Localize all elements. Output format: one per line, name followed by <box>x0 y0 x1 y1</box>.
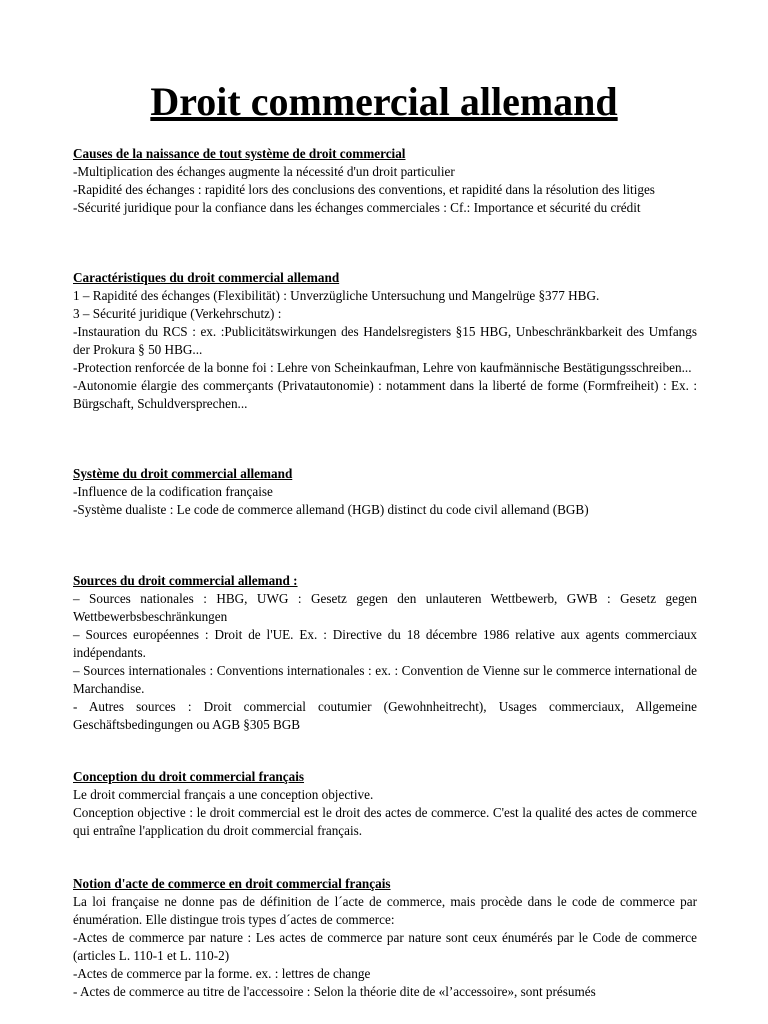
paragraph: -Système dualiste : Le code de commerce allemand (HGB) distinct du code civil allemand (BGB) <box>73 502 589 517</box>
section-heading: Système du droit commercial allemand <box>73 466 293 481</box>
paragraph: -Protection renforcée de la bonne foi : Lehre von Scheinkaufman, Lehre von kaufmännische Bestätigungsschreiben... <box>73 360 692 375</box>
section-notion-acte <box>73 875 697 1001</box>
paragraph: – Sources européennes : Droit de l'UE. Ex. : Directive du 18 décembre 1986 relative aux agents commerciaux indépendants. <box>73 627 697 660</box>
section-conception <box>73 768 697 840</box>
paragraph: -Multiplication des échanges augmente la nécessité d'un droit particulier <box>73 164 455 179</box>
paragraph: - Autres sources : Droit commercial coutumier (Gewohnheitrecht), Usages commerciaux, Allgemeine Geschäftsbedingungen ou AGB §305 BGB <box>73 699 697 732</box>
section-heading: Conception du droit commercial français <box>73 769 305 784</box>
paragraph: La loi française ne donne pas de définition de l´acte de commerce, mais procède dans le code de commerce par énumération. Elle distingue trois types d´actes de commerce: <box>73 894 697 927</box>
page-title: Droit commercial allemand <box>150 79 618 124</box>
paragraph: -Actes de commerce par la forme. ex. : lettres de change <box>73 966 371 981</box>
paragraph: -Influence de la codification française <box>73 484 273 499</box>
paragraph: - Actes de commerce au titre de l'accessoire : Selon la théorie dite de «l’accessoire», sont présumés <box>73 984 596 999</box>
section-causes <box>73 145 697 217</box>
paragraph: – Sources nationales : HBG, UWG : Gesetz gegen den unlauteren Wettbewerb, GWB : Gesetz gegen Wettbewerbsbeschränkungen <box>73 591 697 624</box>
section-heading: Causes de la naissance de tout système de droit commercial <box>73 146 406 161</box>
section-caracteristiques <box>73 269 697 413</box>
section-heading: Notion d'acte de commerce en droit commercial français <box>73 876 391 891</box>
paragraph: – Sources internationales : Conventions internationales : ex. : Convention de Vienne sur le commerce international de Marchandise. <box>73 663 697 696</box>
section-heading: Sources du droit commercial allemand : <box>73 573 298 588</box>
paragraph: -Autonomie élargie des commerçants (Privatautonomie) : notamment dans la liberté de forme (Formfreiheit) : Ex. : Bürgschaft, Schuldversprechen... <box>73 378 697 411</box>
paragraph: Le droit commercial français a une conception objective. <box>73 787 374 802</box>
paragraph: -Instauration du RCS : ex. :Publicitätswirkungen des Handelsregisters §15 HBG, Unbeschränkbarkeit des Umfangs der Prokura § 50 HBG... <box>73 324 697 357</box>
section-sources <box>73 572 697 734</box>
paragraph: 3 – Sécurité juridique (Verkehrschutz) : <box>73 306 282 321</box>
paragraph: -Sécurité juridique pour la confiance dans les échanges commerciales : Cf.: Importance et sécurité du crédit <box>73 200 641 215</box>
section-systeme <box>73 465 697 519</box>
paragraph: 1 – Rapidité des échanges (Flexibilität) : Unverzügliche Untersuchung und Mangelrüge §377 HBG. <box>73 288 600 303</box>
paragraph: -Actes de commerce par nature : Les actes de commerce par nature sont ceux énumérés par le Code de commerce (articles L. 110-1 et L. 110-2) <box>73 930 697 963</box>
paragraph: Conception objective : le droit commercial est le droit des actes de commerce. C'est la qualité des actes de commerce qui entraîne l'application du droit commercial français. <box>73 805 697 838</box>
section-heading: Caractéristiques du droit commercial allemand <box>73 270 340 285</box>
paragraph: -Rapidité des échanges : rapidité lors des conclusions des conventions, et rapidité dans la résolution des litiges <box>73 182 655 197</box>
